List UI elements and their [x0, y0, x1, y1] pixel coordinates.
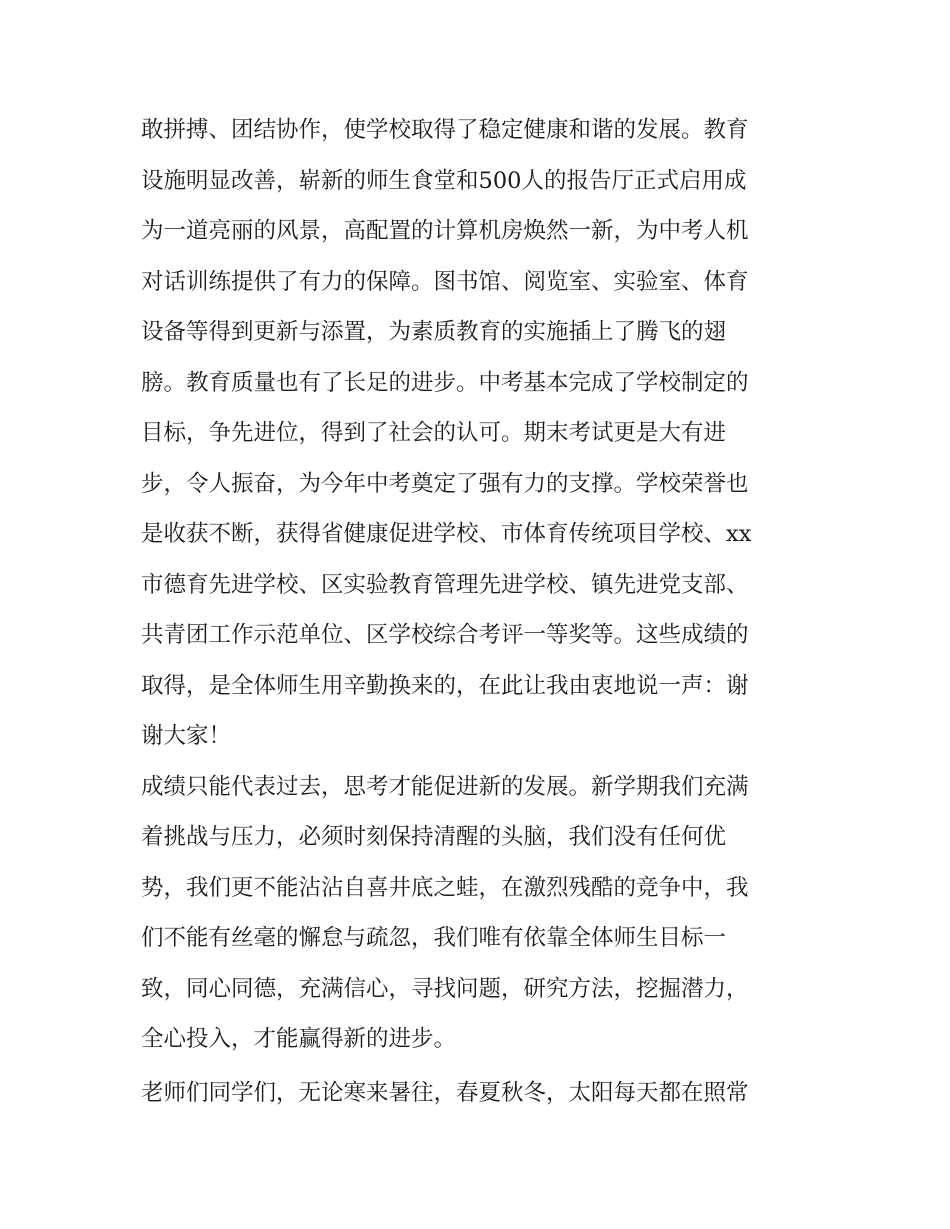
- text-line: 取得，是全体师生用辛勤换来的，在此让我由衷地说一声：谢: [141, 672, 749, 699]
- text-line: 对话训练提供了有力的保障。图书馆、阅览室、实验室、体育: [141, 268, 749, 295]
- text-line: 步，令人振奋，为今年中考奠定了强有力的支撑。学校荣誉也: [141, 470, 749, 497]
- text-line: 是收获不断，获得省健康促进学校、市体育传统项目学校、xx: [141, 521, 752, 547]
- text-line: 膀。教育质量也有了长足的进步。中考基本完成了学校制定的: [141, 369, 749, 396]
- text-line: 敢拼搏、团结协作，使学校取得了稳定健康和谐的发展。教育: [141, 117, 749, 143]
- text-line: 目标，争先进位，得到了社会的认可。期末考试更是大有进: [141, 420, 727, 446]
- text-line: 共青团工作示范单位、区学校综合考评一等奖等。这些成绩的: [141, 622, 749, 648]
- text-line: 势，我们更不能沾沾自喜井底之蛙，在激烈残酷的竞争中，我: [141, 874, 749, 901]
- paragraph-reflection: [141, 762, 813, 1065]
- text-line: 成绩只能代表过去，思考才能促进新的发展。新学期我们充满: [141, 773, 749, 800]
- document-body: [141, 105, 813, 1118]
- text-line: 全心投入，才能赢得新的进步。: [141, 1026, 457, 1052]
- text-line: 谢大家！: [141, 723, 232, 749]
- text-line: 设施明显改善，崭新的师生食堂和500人的报告厅正式启用成: [141, 167, 747, 194]
- text-line: 们不能有丝毫的懈怠与疏忽，我们唯有依靠全体师生目标一: [141, 925, 727, 951]
- text-line: 市德育先进学校、区实验教育管理先进学校、镇先进党支部、: [141, 571, 749, 598]
- text-line: 致，同心同德，充满信心，寻找问题，研究方法，挖掘潜力，: [141, 975, 749, 1002]
- paragraph-address: [141, 1068, 813, 1119]
- paragraph-achievements: [141, 105, 813, 762]
- text-line: 老师们同学们，无论寒来暑往，春夏秋冬，太阳每天都在照常: [141, 1079, 749, 1106]
- text-line: 设备等得到更新与添置，为素质教育的实施插上了腾飞的翅: [141, 319, 727, 345]
- text-line: 为一道亮丽的风景，高配置的计算机房焕然一新，为中考人机: [141, 218, 749, 244]
- text-line: 着挑战与压力，必须时刻保持清醒的头脑，我们没有任何优: [141, 824, 727, 850]
